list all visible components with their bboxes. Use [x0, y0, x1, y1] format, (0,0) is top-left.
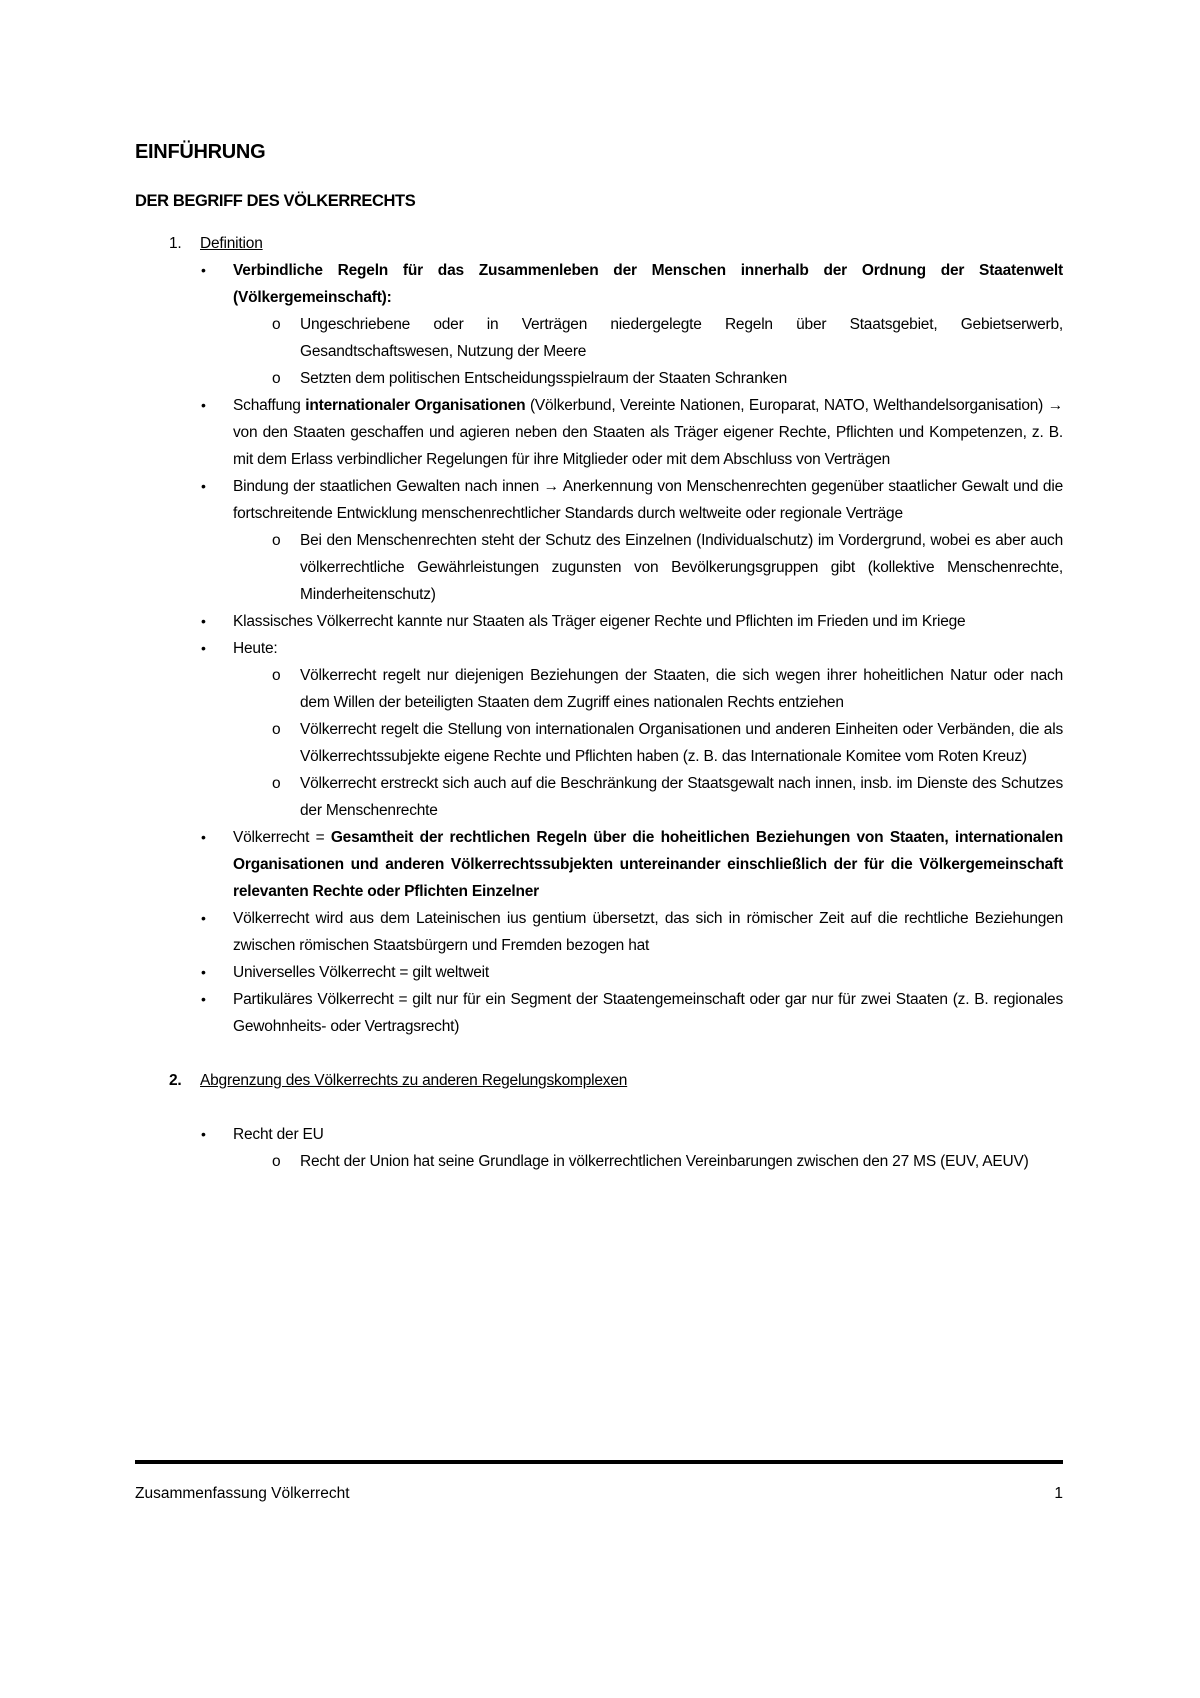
numbered-section [135, 230, 1063, 1040]
sub-list-item [135, 1148, 1063, 1175]
list-item [135, 473, 1063, 527]
section-heading: DER BEGRIFF DES VÖLKERRECHTS [135, 192, 416, 210]
sub-list-item [135, 365, 1063, 392]
bullet-icon: • [201, 964, 206, 980]
sub-bullet-icon: o [272, 532, 281, 549]
section-title: Abgrenzung des Völkerrechts zu anderen Regelungskomplexen [200, 1072, 628, 1089]
sub-list-item [135, 716, 1063, 770]
bullet-icon: • [201, 478, 206, 494]
sub-bullet-icon: o [272, 721, 281, 738]
bold-text: internationaler Organisationen [305, 397, 526, 414]
sub-bullet-icon: o [272, 316, 281, 333]
text-run: Bei den Menschenrechten steht der Schutz des Einzelnen (Individualschutz) im Vordergrund, wobei es aber auch völkerrechtliche Gewährleistungen zugunsten von Bevölkerungsgruppen gibt (kollektive Menschenrechte, Minderheitenschutz) [300, 532, 1063, 603]
page-number: 1 [1054, 1485, 1063, 1502]
sub-list-item [135, 311, 1063, 365]
sub-bullet-icon: o [272, 370, 281, 387]
text-run: Völkerrecht = [233, 829, 331, 846]
bold-text: Verbindliche Regeln für das Zusammenleben der Menschen innerhalb der Ordnung der Staatenwelt (Völkergemeinschaft): [233, 262, 1063, 306]
section-list [135, 230, 1063, 1175]
bullet-icon: • [201, 1126, 206, 1142]
section-header [135, 230, 1063, 257]
bold-text: Gesamtheit der rechtlichen Regeln über die hoheitlichen Beziehungen von Staaten, internationalen Organisationen und anderen Völkerrechtssubjekten untereinander einschließlich der für die Völkergemeinschaft relevanten Rechte oder Pflichten Einzelner [233, 829, 1063, 900]
chapter-heading: EINFÜHRUNG [135, 141, 266, 163]
sub-bullet-icon: o [272, 667, 281, 684]
bullet-icon: • [201, 991, 206, 1007]
numbered-section [135, 1067, 1063, 1175]
list-item [135, 986, 1063, 1040]
section-title: Definition [200, 235, 263, 252]
text-run: Klassisches Völkerrecht kannte nur Staaten als Träger eigener Rechte und Pflichten im Frieden und im Kriege [233, 613, 966, 630]
text-run: Völkerrecht regelt die Stellung von internationalen Organisationen und anderen Einheiten oder Verbänden, die als Völkerrechtssubjekte eigene Rechte und Pflichten haben (z. B. das Internationale Komitee vom Roten Kreuz) [300, 721, 1063, 765]
bullet-icon: • [201, 262, 206, 278]
sub-bullet-icon: o [272, 1153, 281, 1170]
footer-title: Zusammenfassung Völkerrecht [135, 1485, 350, 1502]
text-run: Völkerrecht wird aus dem Lateinischen ius gentium übersetzt, das sich in römischer Zeit auf die rechtliche Beziehungen zwischen römischen Staatsbürgern und Fremden bezogen hat [233, 910, 1063, 954]
list-item [135, 392, 1063, 473]
document-page [135, 138, 1063, 1175]
text-run: Schaffung [233, 397, 306, 414]
text-run: Ungeschriebene oder in Verträgen niedergelegte Regeln über Staatsgebiet, Gebietserwerb, Gesandtschaftswesen, Nutzung der Meere [300, 316, 1063, 360]
section-number: 2. [169, 1072, 182, 1089]
list-item [135, 824, 1063, 905]
text-run: Völkerrecht regelt nur diejenigen Beziehungen der Staaten, die sich wegen ihrer hoheitlichen Natur oder nach dem Willen der beteiligten Staaten dem Zugriff eines nationalen Rechts entziehen [300, 667, 1063, 711]
bullet-icon: • [201, 910, 206, 926]
page-footer [135, 1480, 1063, 1507]
text-run: (Völkerbund, Vereinte Nationen, Europarat, NATO, Welthandelsorganisation) → von den Staaten geschaffen und agieren neben den Staaten als Träger eigener Rechte, Pflichten und Kompetenzen, z. B. mit dem Erlass verbindlicher Regelungen für ihre Mitglieder oder mit dem Abschluss von Verträgen [233, 397, 1063, 468]
bullet-icon: • [201, 397, 206, 413]
list-item [135, 257, 1063, 311]
text-run: Völkerrecht erstreckt sich auch auf die Beschränkung der Staatsgewalt nach innen, insb. im Dienste des Schutzes der Menschenrechte [300, 775, 1063, 819]
text-run: Partikuläres Völkerrecht = gilt nur für ein Segment der Staatengemeinschaft oder gar nur für zwei Staaten (z. B. regionales Gewohnheits- oder Vertragsrecht) [233, 991, 1063, 1035]
sub-bullet-icon: o [272, 775, 281, 792]
list-item [135, 905, 1063, 959]
bullet-icon: • [201, 640, 206, 656]
bullet-icon: • [201, 613, 206, 629]
section-header [135, 1067, 1063, 1094]
text-run: Universelles Völkerrecht = gilt weltweit [233, 964, 490, 981]
text-run: Bindung der staatlichen Gewalten nach innen → Anerkennung von Menschenrechten gegenüber staatlicher Gewalt und die fortschreitende Entwicklung menschenrechtlicher Standards durch weltweite oder regionale Verträge [233, 478, 1063, 522]
list-item [135, 635, 1063, 662]
text-run: Recht der EU [233, 1126, 324, 1143]
list-item [135, 608, 1063, 635]
text-run: Recht der Union hat seine Grundlage in völkerrechtlichen Vereinbarungen zwischen den 27 MS (EUV, AEUV) [300, 1153, 1029, 1170]
list-item [135, 959, 1063, 986]
footer-rule [135, 1460, 1063, 1464]
list-item [135, 1121, 1063, 1148]
section-number: 1. [169, 235, 182, 252]
text-run: Heute: [233, 640, 278, 657]
bullet-icon: • [201, 829, 206, 845]
sub-list-item [135, 527, 1063, 608]
sub-list-item [135, 662, 1063, 716]
text-run: Setzten dem politischen Entscheidungsspielraum der Staaten Schranken [300, 370, 788, 387]
sub-list-item [135, 770, 1063, 824]
